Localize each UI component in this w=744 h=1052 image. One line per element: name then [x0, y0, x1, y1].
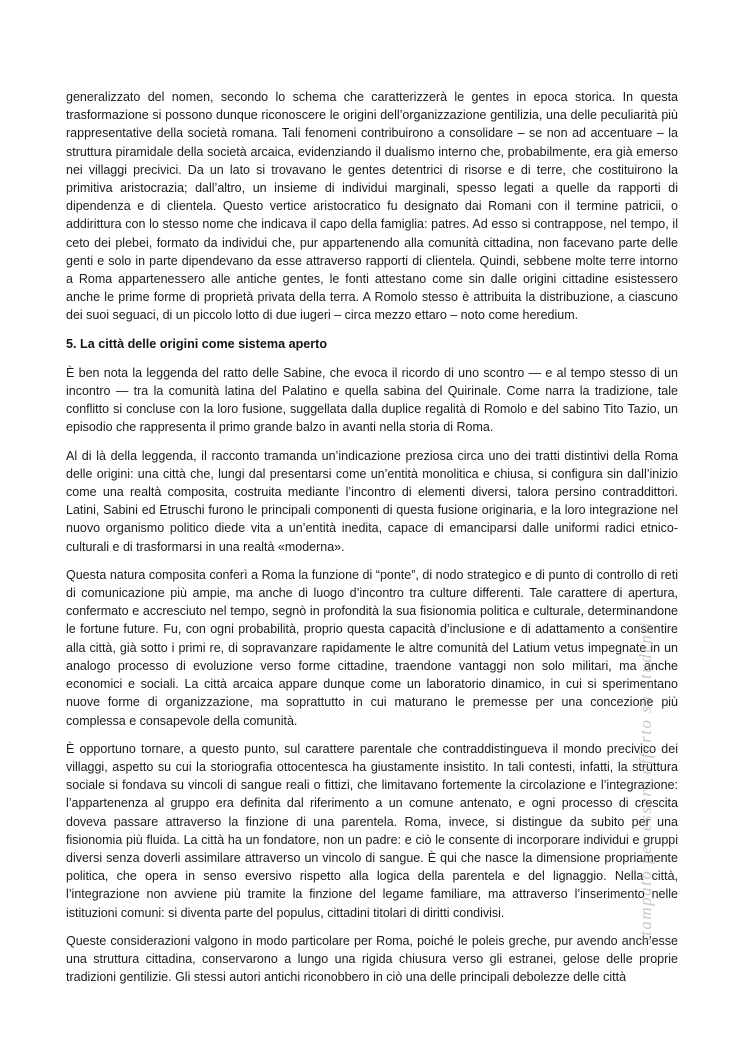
- paragraph: È ben nota la leggenda del ratto delle Sabine, che evoca il ricordo di uno scontro — e al tempo stesso di un incontro — tra la comunità latina del Palatino e quella sabina del Quirinale. Come narra la tradizione, tale conflitto si concluse con la loro fusione, suggellata dalla duplice regalità di Romolo e del sabino Tito Tazio, un episodio che rappresenta il primo grande balzo in avanti nella storia di Roma.: [66, 365, 678, 435]
- paragraph: È opportuno tornare, a questo punto, sul carattere parentale che contraddistingueva il mondo precivico dei villaggi, aspetto su cui la storiografia ottocentesca ha giustamente insistito. In tali contesti, infatti, la struttura sociale si fondava su vincoli di sangue reali o fittizi, che limitavano fortemente la circolazione e l’integrazione: l’appartenenza al gruppo era definita dal riferimento a un comune antenato, e ogni processo di crescita doveva passare attraverso la finzione di una parentela. Roma, invece, si distingue da subito per una fisionomia più fluida. La città ha un fondatore, non un padre: e ciò le consente di incorporare individui e gruppi diversi senza doverli assimilare attraverso un vincolo di sangue. È qui che nasce la dimensione propriamente politica, che opera in senso eversivo rispetto alla logica della parentela e del lignaggio. Nella città, l’integrazione non avviene più tramite la finzione del legame familiare, ma attraverso l’inserimento nelle istituzioni comuni: si diventa parte del populus, cittadini titolari di diritti condivisi.: [66, 741, 678, 920]
- paragraph: Questa natura composita conferì a Roma la funzione di “ponte”, di nodo strategico e di punto di controllo di reti di comunicazione più ampie, ma anche di luogo d’incontro tra culture differenti. Tale carattere di apertura, confermato e accresciuto nel tempo, segnò in profondità la sua fisionomia politica e culturale, determinandone le fortune future. Fu, con ogni probabilità, proprio questa capacità d’inclusione e di adattamento a consentire alla città, già sotto i primi re, di sopravanzare rapidamente le altre comunità del Latium vetus impegnate in un analogo processo di evoluzione verso forme cittadine, traendone vantaggi non solo militari, ma anche economici e sociali. La città arcaica appare dunque come un laboratorio dinamico, in cui si sperimentano nuove forme di organizzazione, ma soprattutto in cui maturano le premesse per una concezione più complessa e consapevole della comunità.: [66, 567, 678, 728]
- section-heading: 5. La città delle origini come sistema aperto: [66, 336, 328, 351]
- paragraph-continuation: generalizzato del nomen, secondo lo schema che caratterizzerà le gentes in epoca storica. In questa trasformazione si possono dunque riconoscere le origini dell’organizzazione gentilizia, una delle peculiarità più rappresentative della società romana. Tali fenomeni contribuirono a consolidare – se non ad accentuare – la struttura piramidale della società arcaica, evidenziando il dualismo interno che, probabilmente, era già emerso nei villaggi precivici. Da un lato si trovavano le gentes detentrici di risorse e di terre, che costituirono la primitiva aristocrazia; dall’altro, un insieme di individui marginali, spesso legati a quelle da rapporti di dipendenza e di clientela. Questo vertice aristocratico fu designato dai Romani con il termine patricii, o addirittura con lo stesso nome che indicava il capo della famiglia: patres. Ad esso si contrappose, nel tempo, il ceto dei plebei, formato da individui che, pur appartenendo alla comunità cittadina, non facevano parte delle genti e solo in parte dipendevano da esse attraverso rapporti di clientela. Quindi, sebbene molte terre intorno a Roma appartenessero alle antiche gentes, le fonti attestano come sin dalle origini cittadine esistessero anche le prime forme di proprietà privata della terra. A Romolo stesso è attribuita la distribuzione, a ciascuno dei suoi seguaci, di un piccolo lotto di due iugeri – circa mezzo ettaro – noto come heredium.: [66, 90, 678, 323]
- paragraph: Queste considerazioni valgono in modo particolare per Roma, poiché le poleis greche, pur avendo anch’esse una struttura cittadina, conservarono a lungo una rigida chiusura verso gli estranei, gelose delle proprie tradizioni gentilizie. Gli stessi autori antichi riconobbero in ciò una delle principali debolezze delle città: [66, 933, 678, 985]
- paragraph: Al di là della leggenda, il racconto tramanda un’indicazione preziosa circa uno dei tratti distintivi della Roma delle origini: una città che, lungi dal presentarsi come un’entità monolitica e chiusa, si configura sin dall’inizio come una realtà composita, costruita mediante l’incontro di elementi diversi, talora persino contraddittori. Latini, Sabini ed Etruschi furono le principali componenti di questa fusione originaria, e la loro integrazione nel nuovo organismo politico diede vita a un’entità inedita, capace di emanciparsi dalle uniformi radici etnico-culturali e di trasformarsi in una realtà «moderna».: [66, 448, 678, 554]
- watermark: stampato per essere offerto su Studenti: [636, 621, 655, 944]
- document-page: [66, 88, 678, 996]
